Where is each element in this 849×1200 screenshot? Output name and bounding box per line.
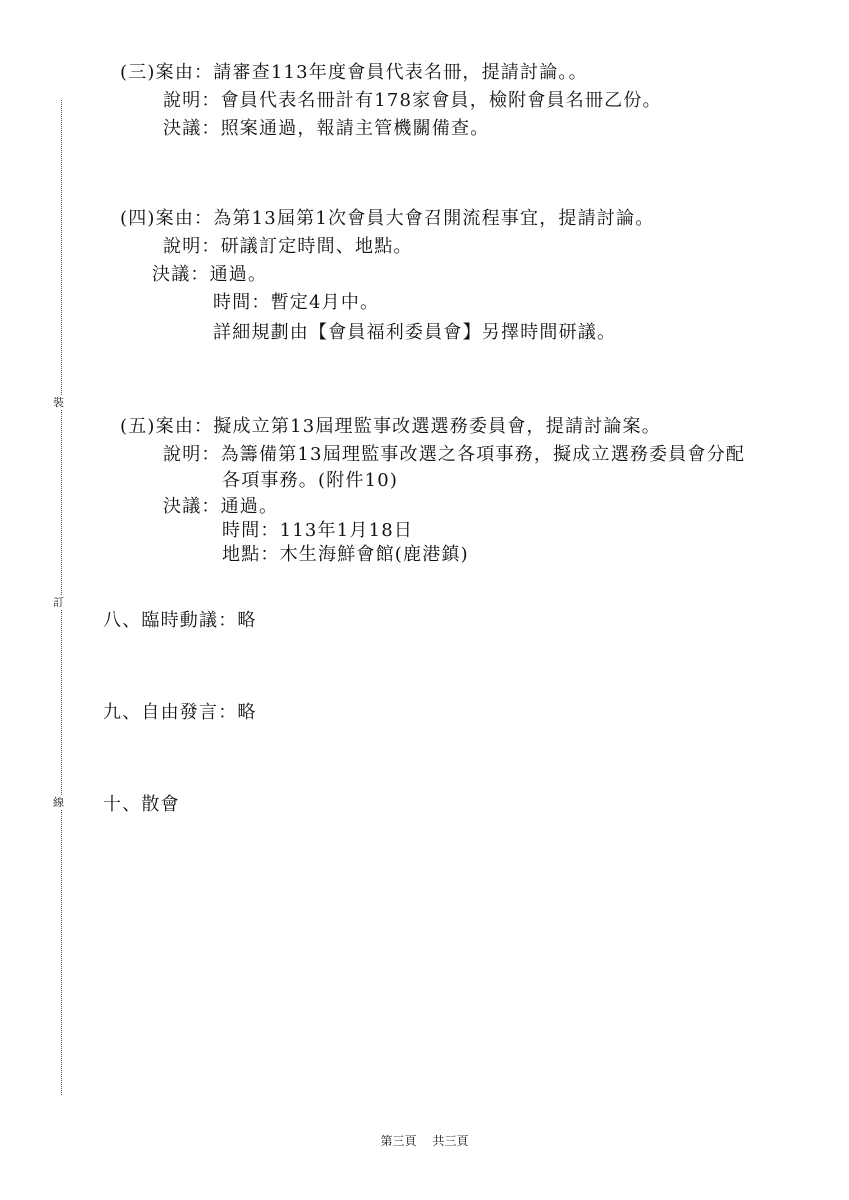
item5-detail-place: 地點：木生海鮮會館(鹿港鎮) — [222, 544, 469, 565]
item5-explain-line2: 各項事務。(附件10) — [222, 470, 399, 491]
item4-explain: 說明：研議訂定時間、地點。 — [163, 236, 413, 257]
binding-char-zhuang: 裝 — [53, 396, 64, 409]
footer-total-pages: 共三頁 — [432, 1134, 469, 1148]
item4-detail-time: 時間：暫定4月中。 — [213, 292, 380, 313]
item5-detail-time: 時間：113年1月18日 — [222, 520, 414, 541]
item5-reason: (五)案由：擬成立第13屆理監事改選選務委員會，提請討論案。 — [120, 416, 661, 437]
binding-char-xian: 線 — [53, 796, 64, 809]
section-8-extempore-motion: 八、臨時動議：略 — [103, 610, 257, 631]
binding-char-ding: 訂 — [53, 596, 64, 609]
item3-reason: (三)案由：請審查113年度會員代表名冊，提請討論。。 — [120, 62, 588, 83]
section-9-free-speech: 九、自由發言：略 — [103, 702, 257, 723]
item4-reason: (四)案由：為第13屆第1次會員大會召開流程事宜，提請討論。 — [120, 208, 655, 229]
item5-resolution: 決議：通過。 — [163, 496, 279, 517]
item3-resolution: 決議：照案通過，報請主管機關備查。 — [163, 118, 490, 139]
page-footer — [0, 1134, 849, 1148]
item4-resolution: 決議：通過。 — [152, 264, 268, 285]
section-10-adjourn: 十、散會 — [103, 794, 180, 815]
item5-explain-line1: 說明：為籌備第13屆理監事改選之各項事務，擬成立選務委員會分配 — [163, 444, 746, 465]
item3-explain: 說明：會員代表名冊計有178家會員，檢附會員名冊乙份。 — [163, 90, 662, 111]
item4-detail-plan: 詳細規劃由【會員福利委員會】另擇時間研議。 — [213, 322, 617, 343]
footer-page-number: 第三頁 — [380, 1134, 417, 1148]
